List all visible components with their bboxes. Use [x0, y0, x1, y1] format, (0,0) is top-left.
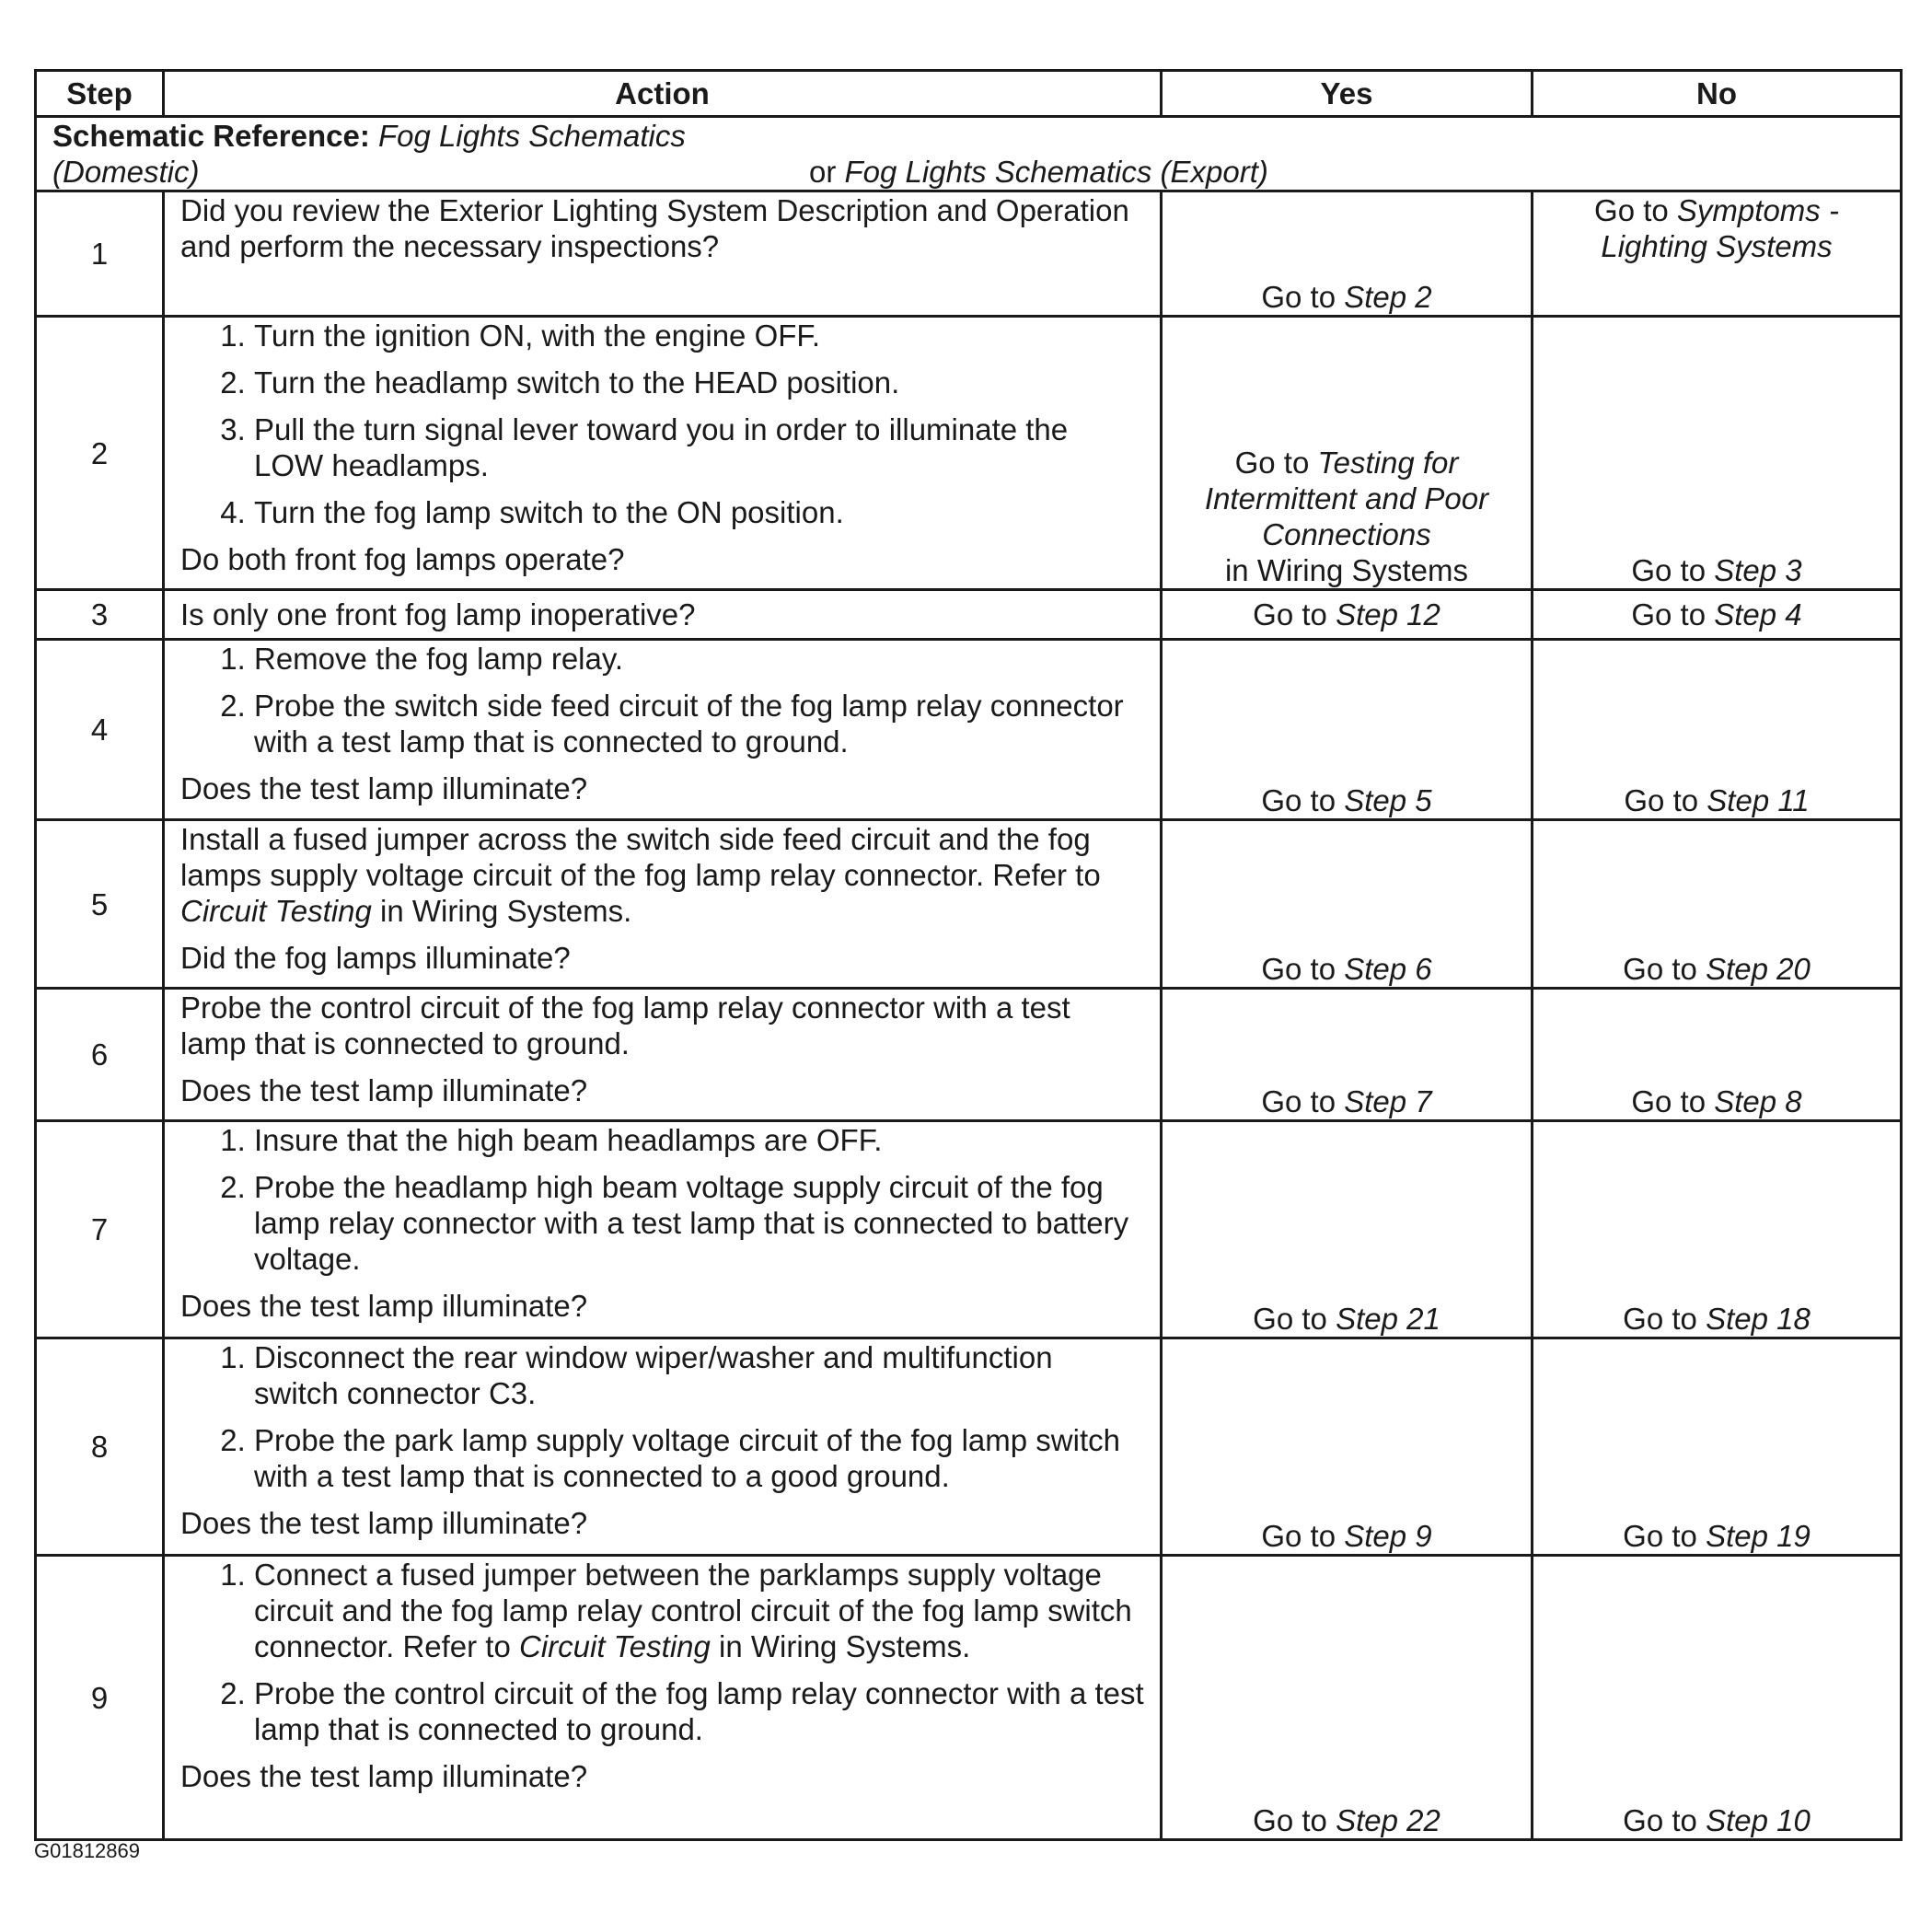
no-link[interactable]: Step 18	[1706, 1302, 1811, 1336]
step-number: 9	[36, 1556, 164, 1840]
action-cell	[164, 1338, 1162, 1556]
yes-suffix: in Wiring Systems	[1224, 553, 1469, 587]
header-yes: Yes	[1162, 71, 1533, 117]
action-cell	[164, 1556, 1162, 1840]
action-item: 1. Insure that the high beam headlamps are OFF.	[254, 1122, 1144, 1158]
action-question: Does the test lamp illuminate?	[180, 771, 588, 805]
yes-prefix: Go to	[1261, 1084, 1336, 1118]
circuit-testing-link[interactable]: Circuit Testing	[519, 1629, 711, 1663]
figure-id: G01812869	[34, 1839, 140, 1862]
yes-link[interactable]: Step 21	[1336, 1302, 1440, 1336]
no-link[interactable]: Step 19	[1706, 1519, 1811, 1553]
circuit-testing-link[interactable]: Circuit Testing	[180, 894, 372, 928]
no-prefix: Go to	[1623, 1302, 1697, 1336]
yes-prefix: Go to	[1253, 1803, 1327, 1837]
action-cell	[164, 590, 1162, 640]
action-list	[180, 318, 1144, 530]
action-text	[180, 821, 1144, 929]
action-item	[254, 1557, 1144, 1664]
header-row	[36, 71, 1902, 117]
yes-link[interactable]: Step 5	[1344, 783, 1432, 817]
header-no: No	[1533, 71, 1902, 117]
step-number: 3	[36, 590, 164, 640]
no-link[interactable]: Step 3	[1714, 553, 1802, 587]
action-item: 4. Turn the fog lamp switch to the ON position.	[254, 494, 1144, 530]
action-item: 1. Remove the fog lamp relay.	[254, 641, 1144, 677]
table-row	[36, 640, 1902, 820]
no-prefix: Go to	[1623, 1803, 1697, 1837]
action-item: 1. Disconnect the rear window wiper/washer and multifunction switch connector C3.	[254, 1339, 1144, 1411]
yes-prefix: Go to	[1253, 597, 1327, 631]
action-list	[180, 1122, 1144, 1277]
no-cell	[1533, 1556, 1902, 1840]
step-number: 6	[36, 989, 164, 1121]
yes-cell	[1162, 1121, 1533, 1338]
action-text-before: Install a fused jumper across the switch side feed circuit and the fog lamps supply voltage circuit of the fog lamp relay connector. Refer to	[180, 822, 1101, 892]
yes-cell	[1162, 640, 1533, 820]
yes-cell	[1162, 317, 1533, 590]
no-prefix: Go to	[1631, 553, 1706, 587]
step-number: 5	[36, 820, 164, 989]
action-question: Does the test lamp illuminate?	[180, 1506, 588, 1540]
step-number: 8	[36, 1338, 164, 1556]
yes-link[interactable]: Testing for Intermittent and Poor Connections	[1204, 446, 1489, 551]
schematic-reference-label: Schematic Reference:	[52, 119, 370, 153]
step-number: 7	[36, 1121, 164, 1338]
schematic-link-export[interactable]: Fog Lights Schematics (Export)	[844, 155, 1268, 189]
yes-cell	[1162, 1556, 1533, 1840]
schematic-link-domestic[interactable]: Fog Lights Schematics (Domestic)	[52, 119, 686, 189]
action-question: Is only one front fog lamp inoperative?	[180, 597, 696, 631]
action-question: Do both front fog lamps operate?	[180, 542, 625, 576]
table-row	[36, 191, 1902, 317]
no-cell	[1533, 1338, 1902, 1556]
schematic-reference-row	[36, 117, 1902, 191]
table-row	[36, 1121, 1902, 1338]
action-item: 3. Pull the turn signal lever toward you in order to illuminate the LOW headlamps.	[254, 411, 1144, 483]
no-cell	[1533, 191, 1902, 317]
action-item: 2. Turn the headlamp switch to the HEAD position.	[254, 365, 1144, 400]
action-list	[180, 1339, 1144, 1494]
no-cell	[1533, 989, 1902, 1121]
action-cell	[164, 640, 1162, 820]
no-link[interactable]: Step 11	[1706, 783, 1810, 817]
yes-prefix: Go to	[1261, 952, 1336, 986]
step-number: 1	[36, 191, 164, 317]
action-item-text: Connect a fused jumper between the parklamps supply voltage circuit and the fog lamp relay control circuit of the fog lamp switch connector. Refer to	[254, 1558, 1132, 1663]
action-text: Probe the control circuit of the fog lamp relay connector with a test lamp that is connected to ground.	[180, 990, 1070, 1060]
no-link[interactable]: Step 20	[1706, 952, 1811, 986]
no-prefix: Go to	[1631, 597, 1706, 631]
yes-cell	[1162, 191, 1533, 317]
table-row	[36, 1338, 1902, 1556]
yes-prefix: Go to	[1253, 1302, 1327, 1336]
action-item: 2. Probe the park lamp supply voltage circuit of the fog lamp switch with a test lamp that is connected to a good ground.	[254, 1422, 1144, 1494]
table-row	[36, 1556, 1902, 1840]
action-list	[180, 641, 1144, 759]
action-cell	[164, 820, 1162, 989]
action-question: Did you review the Exterior Lighting System Description and Operation and perform the necessary inspections?	[180, 193, 1129, 263]
yes-cell	[1162, 820, 1533, 989]
no-link[interactable]: Step 8	[1714, 1084, 1802, 1118]
action-cell	[164, 191, 1162, 317]
action-item-text-after: in Wiring Systems.	[719, 1629, 971, 1663]
yes-cell	[1162, 590, 1533, 640]
yes-prefix: Go to	[1261, 783, 1336, 817]
table-row	[36, 590, 1902, 640]
action-question: Did the fog lamps illuminate?	[180, 941, 571, 975]
step-number: 2	[36, 317, 164, 590]
table-row	[36, 317, 1902, 590]
yes-prefix: Go to	[1234, 446, 1310, 480]
action-item: 2. Probe the control circuit of the fog lamp relay connector with a test lamp that is connected to ground.	[254, 1675, 1144, 1747]
action-text-after: in Wiring Systems.	[380, 894, 632, 928]
action-question: Does the test lamp illuminate?	[180, 1289, 588, 1323]
no-prefix: Go to	[1623, 952, 1697, 986]
no-cell	[1533, 820, 1902, 989]
schematic-reference	[36, 117, 1902, 191]
yes-cell	[1162, 989, 1533, 1121]
header-action: Action	[164, 71, 1162, 117]
action-item: 1. Turn the ignition ON, with the engine OFF.	[254, 318, 1144, 353]
table-row	[36, 989, 1902, 1121]
diagnostic-table	[34, 69, 1903, 1841]
yes-link[interactable]: Step 6	[1344, 952, 1432, 986]
action-question: Does the test lamp illuminate?	[180, 1073, 588, 1107]
action-list	[180, 1557, 1144, 1747]
yes-link[interactable]: Step 7	[1344, 1084, 1432, 1118]
schematic-or: or	[809, 155, 837, 189]
yes-link[interactable]: Step 22	[1336, 1803, 1440, 1837]
action-cell	[164, 317, 1162, 590]
action-question: Does the test lamp illuminate?	[180, 1759, 588, 1793]
table-row	[36, 820, 1902, 989]
no-prefix: Go to	[1594, 193, 1669, 227]
no-cell	[1533, 1121, 1902, 1338]
no-link[interactable]: Step 4	[1714, 597, 1802, 631]
action-item: 2. Probe the switch side feed circuit of the fog lamp relay connector with a test lamp that is connected to ground.	[254, 688, 1144, 759]
action-cell	[164, 1121, 1162, 1338]
action-cell	[164, 989, 1162, 1121]
yes-cell	[1162, 1338, 1533, 1556]
no-prefix: Go to	[1623, 1519, 1697, 1553]
no-prefix: Go to	[1631, 1084, 1706, 1118]
no-prefix: Go to	[1624, 783, 1699, 817]
step-number: 4	[36, 640, 164, 820]
header-step: Step	[36, 71, 164, 117]
yes-link[interactable]: Step 2	[1344, 280, 1432, 314]
yes-prefix: Go to	[1261, 280, 1336, 314]
no-cell	[1533, 640, 1902, 820]
no-cell	[1533, 590, 1902, 640]
no-cell	[1533, 317, 1902, 590]
yes-link[interactable]: Step 9	[1344, 1519, 1432, 1553]
no-link[interactable]: Step 10	[1706, 1803, 1811, 1837]
yes-link[interactable]: Step 12	[1336, 597, 1440, 631]
yes-prefix: Go to	[1261, 1519, 1336, 1553]
action-item: 2. Probe the headlamp high beam voltage supply circuit of the fog lamp relay connector with a test lamp that is connected to battery voltage.	[254, 1169, 1144, 1277]
no-link[interactable]: Symptoms - Lighting Systems	[1601, 193, 1839, 263]
